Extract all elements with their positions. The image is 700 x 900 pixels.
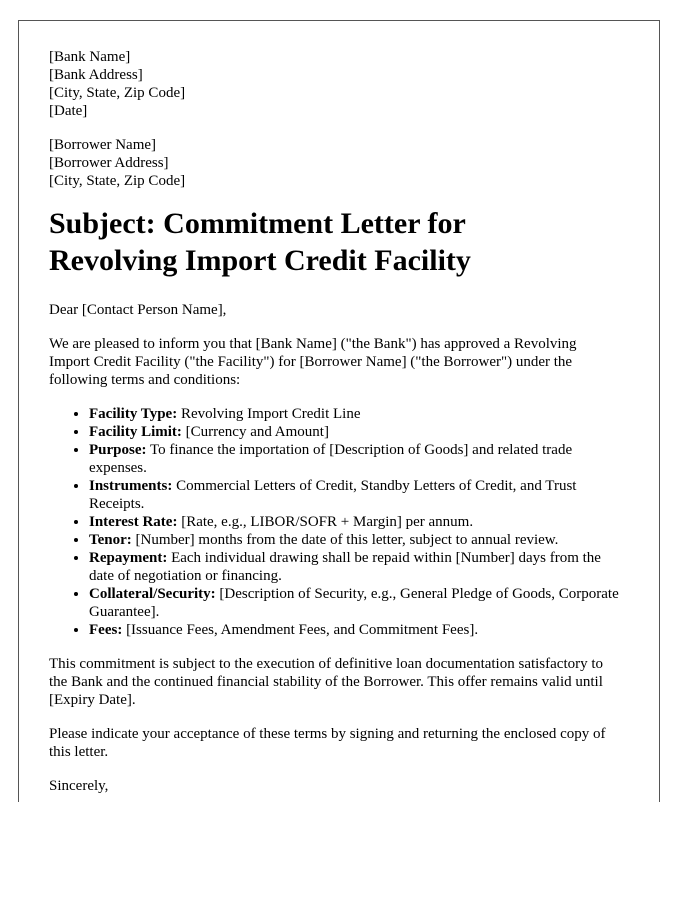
sender-city-state-zip: [City, State, Zip Code] [49, 85, 186, 101]
term-item-tenor [89, 531, 619, 549]
subject-heading [49, 205, 619, 279]
term-item-facility-limit [89, 423, 619, 441]
term-text: [Currency and Amount] [181, 424, 329, 440]
term-label: Instruments: [89, 478, 173, 494]
term-label: Collateral/Security: [89, 586, 216, 602]
closing-line: Sincerely, [49, 778, 109, 794]
term-label: Interest Rate: [89, 514, 178, 530]
term-item-purpose [89, 441, 619, 477]
terms-list [49, 405, 619, 639]
term-text: Each individual drawing shall be repaid within [Number] days from the date of negotiation or financing. [89, 550, 601, 584]
letter-content [49, 48, 619, 795]
term-text: [Number] months from the date of this letter, subject to annual review. [131, 532, 559, 548]
term-item-facility-type [89, 405, 619, 423]
sender-address-block [49, 48, 619, 120]
term-item-interest-rate [89, 513, 619, 531]
term-text: [Description of Security, e.g., General Pledge of Goods, Corporate Guarantee]. [89, 586, 619, 620]
acceptance-paragraph: Please indicate your acceptance of these terms by signing and returning the enclosed copy of this letter. [49, 726, 606, 760]
term-label: Facility Type: [89, 406, 178, 422]
term-label: Purpose: [89, 442, 147, 458]
term-label: Facility Limit: [89, 424, 182, 440]
term-text: [Rate, e.g., LIBOR/SOFR + Margin] per annum. [177, 514, 474, 530]
term-text: Commercial Letters of Credit, Standby Letters of Credit, and Trust Receipts. [89, 478, 577, 512]
sender-bank-name: [Bank Name] [49, 49, 131, 65]
recipient-address-block [49, 136, 619, 190]
term-label: Tenor: [89, 532, 132, 548]
subject-line-2: Revolving Import Credit Facility [49, 244, 471, 277]
term-item-collateral-security [89, 585, 619, 621]
term-label: Repayment: [89, 550, 168, 566]
term-label: Fees: [89, 622, 123, 638]
letter-page [18, 20, 660, 802]
recipient-borrower-address: [Borrower Address] [49, 155, 169, 171]
term-item-fees [89, 621, 619, 639]
subject-line-1: Subject: Commitment Letter for [49, 207, 466, 240]
recipient-city-state-zip: [City, State, Zip Code] [49, 173, 186, 189]
term-text: [Issuance Fees, Amendment Fees, and Commitment Fees]. [122, 622, 479, 638]
letter-date: [Date] [49, 103, 88, 119]
term-item-instruments [89, 477, 619, 513]
term-text: To finance the importation of [Description of Goods] and related trade expenses. [89, 442, 573, 476]
sender-bank-address: [Bank Address] [49, 67, 143, 83]
salutation: Dear [Contact Person Name], [49, 302, 227, 318]
conditions-paragraph: This commitment is subject to the execution of definitive loan documentation satisfactory to the Bank and the continued financial stability of the Borrower. This offer remains valid until [Expiry Date]. [49, 656, 604, 708]
intro-paragraph: We are pleased to inform you that [Bank Name] ("the Bank") has approved a Revolving Import Credit Facility ("the Facility") for [Borrower Name] ("the Borrower") under the following terms and conditions: [49, 336, 577, 388]
term-item-repayment [89, 549, 619, 585]
recipient-borrower-name: [Borrower Name] [49, 137, 157, 153]
term-text: Revolving Import Credit Line [177, 406, 361, 422]
